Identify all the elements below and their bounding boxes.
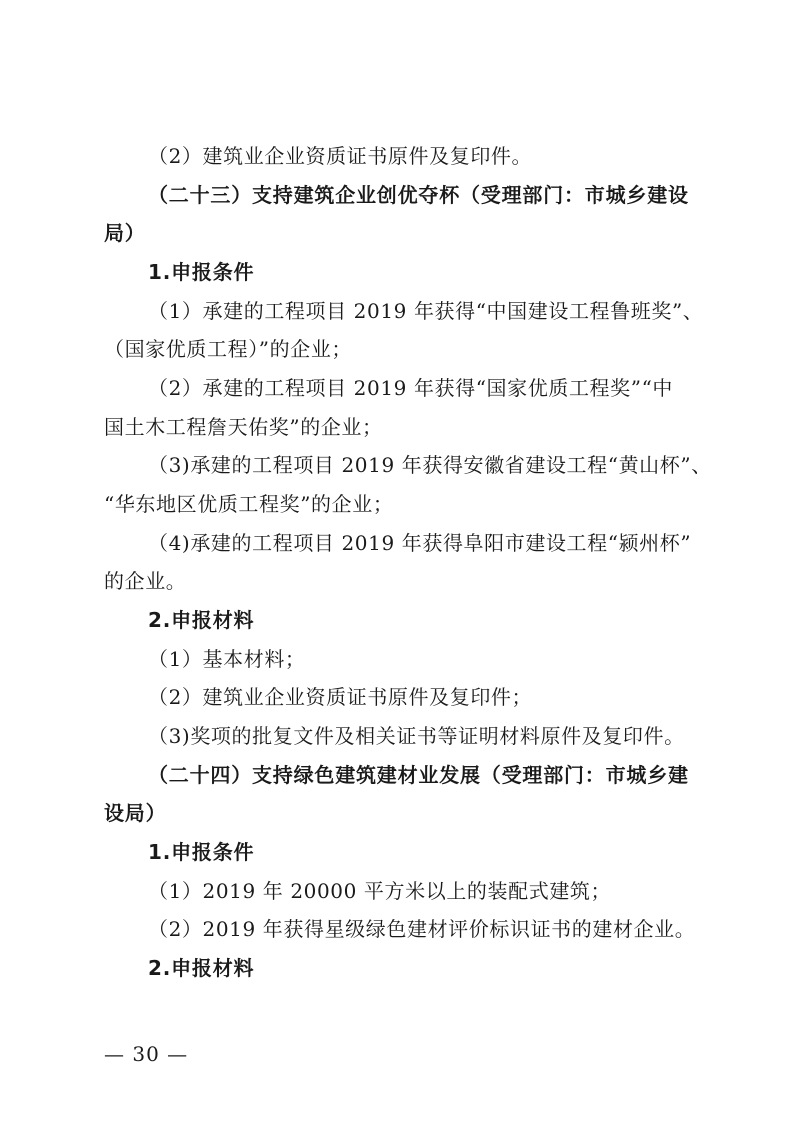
paragraph-line: （1）基本材料； <box>148 647 306 671</box>
section-heading-continuation: 设局） <box>104 801 167 825</box>
paragraph-line: （2）建筑业企业资质证书原件及复印件； <box>148 685 533 709</box>
paragraph-line: （国家优质工程）”的企业； <box>104 337 353 361</box>
subsection-heading: 1.申报条件 <box>148 840 255 864</box>
paragraph-line: （4)承建的工程项目 2019 年获得阜阳市建设工程“颍州杯” <box>148 531 692 555</box>
paragraph-line: （2）2019 年获得星级绿色建材评价标识证书的建材企业。 <box>148 917 696 941</box>
page-number: — 30 — <box>104 1042 189 1066</box>
paragraph-line: （2）承建的工程项目 2019 年获得“国家优质工程奖”“中 <box>148 376 674 400</box>
paragraph-line: （3)承建的工程项目 2019 年获得安徽省建设工程“黄山杯”、 <box>148 453 712 477</box>
subsection-heading: 2.申报材料 <box>148 956 255 980</box>
paragraph-line: （2）建筑业企业资质证书原件及复印件。 <box>148 144 533 168</box>
subsection-heading: 2.申报材料 <box>148 608 255 632</box>
paragraph-line: “华东地区优质工程奖”的企业； <box>104 492 394 516</box>
subsection-heading: 1.申报条件 <box>148 260 255 284</box>
paragraph-line: （1）2019 年 20000 平方米以上的装配式建筑； <box>148 879 612 903</box>
paragraph-line: （3)奖项的批复文件及相关证书等证明材料原件及复印件。 <box>148 724 685 748</box>
section-heading-continuation: 局） <box>104 221 146 245</box>
paragraph-line: 国土木工程詹天佑奖”的企业； <box>104 415 383 439</box>
paragraph-line: （1）承建的工程项目 2019 年获得“中国建设工程鲁班奖”、 <box>148 299 704 323</box>
section-heading: （二十三）支持建筑企业创优夺杯（受理部门：市城乡建设 <box>148 183 689 207</box>
section-heading: （二十四）支持绿色建筑建材业发展（受理部门：市城乡建 <box>148 763 689 787</box>
paragraph-line: 的企业。 <box>104 569 187 593</box>
